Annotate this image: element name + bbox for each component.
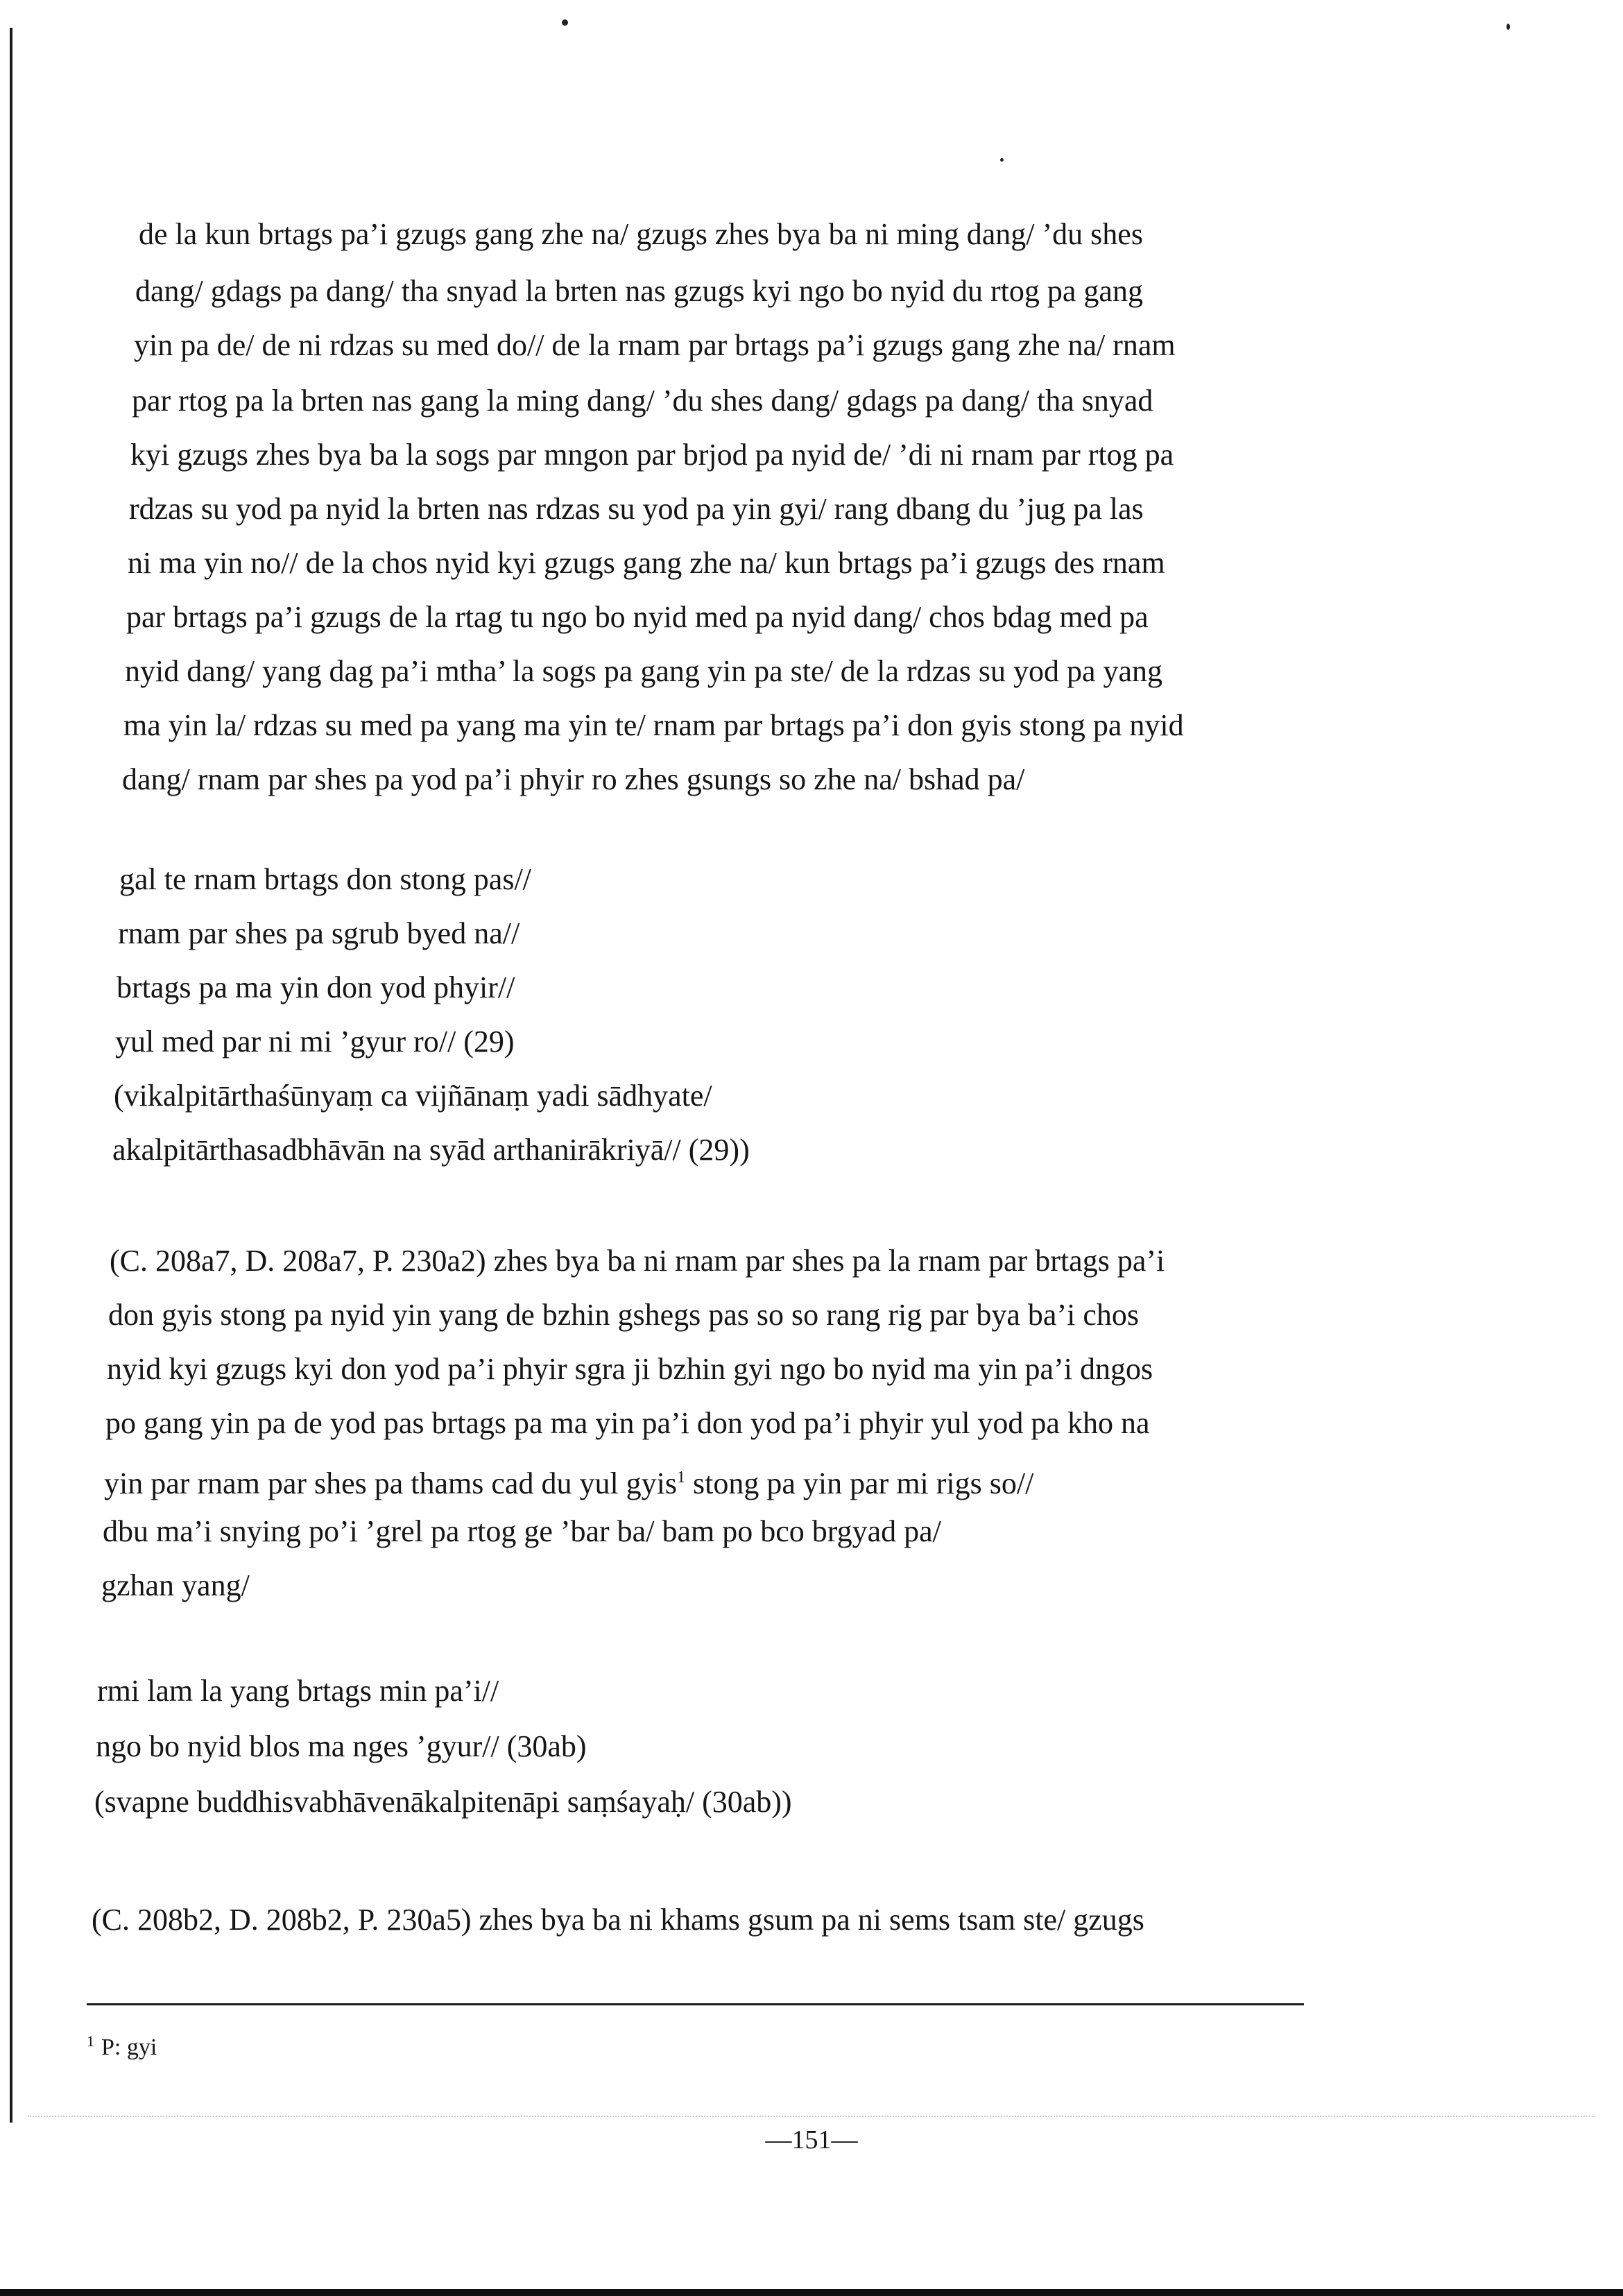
scan-speck (562, 19, 568, 26)
text-line: (C. 208b2, D. 208b2, P. 230a5) zhes bya ba ni khams gsum pa ni sems tsam ste/ gzugs (92, 1903, 1144, 1937)
text-line: yin pa de/ de ni rdzas su med do// de la rnam par brtags pa’i gzugs gang zhe na/ rnam (134, 328, 1176, 362)
text-line: nyid dang/ yang dag pa’i mtha’ la sogs pa gang yin pa ste/ de la rdzas su yod pa yang (125, 654, 1163, 688)
sanskrit-line: (svapne buddhisvabhāvenākalpitenāpi saṃśayaḥ/ (30ab)) (94, 1785, 792, 1819)
text-line: nyid kyi gzugs kyi don yod pa’i phyir sgra ji bzhin gyi ngo bo nyid ma yin pa’i dngos (107, 1352, 1153, 1386)
footnote (87, 2025, 157, 2064)
sanskrit-line: (vikalpitārthaśūnyaṃ ca vijñānaṃ yadi sādhyate/ (114, 1079, 712, 1113)
text-line: dang/ rnam par shes pa yod pa’i phyir ro zhes gsungs so zhe na/ bshad pa/ (122, 762, 1025, 796)
text-line: don gyis stong pa nyid yin yang de bzhin gshegs pas so so rang rig par bya ba’i chos (108, 1298, 1139, 1332)
text-line: (C. 208a7, D. 208a7, P. 230a2) zhes bya ba ni rnam par shes pa la rnam par brtags pa’i (110, 1244, 1165, 1278)
page-number: —151— (765, 2125, 858, 2154)
scan-bottom-edge (0, 2289, 1623, 2296)
text-line (104, 1458, 1033, 1503)
scan-artifact-line (28, 2116, 1595, 2117)
footnote-rule (87, 2003, 1304, 2005)
verse-line: rnam par shes pa sgrub byed na// (118, 916, 520, 950)
scan-speck (1506, 24, 1510, 30)
verse-line: brtags pa ma yin don yod phyir// (117, 970, 515, 1004)
text-line: par brtags pa’i gzugs de la rtag tu ngo bo nyid med pa nyid dang/ chos bdag med pa (126, 600, 1149, 634)
text-line: par rtog pa la brten nas gang la ming dang/ ’du shes dang/ gdags pa dang/ tha snyad (132, 384, 1153, 418)
verse-line: gal te rnam brtags don stong pas// (119, 862, 531, 896)
verse-line: yul med par ni mi ’gyur ro// (29) (115, 1025, 515, 1059)
text-line: rdzas su yod pa nyid la brten nas rdzas su yod pa yin gyi/ rang dbang du ’jug pa las (129, 492, 1144, 526)
text-line: ni ma yin no// de la chos nyid kyi gzugs gang zhe na/ kun brtags pa’i gzugs des rnam (128, 546, 1165, 580)
text-line: kyi gzugs zhes bya ba la sogs par mngon par brjod pa nyid de/ ’di ni rnam par rtog pa (130, 438, 1174, 472)
text-segment: yin par rnam par shes pa thams cad du yul gyis (104, 1466, 678, 1500)
text-line: dang/ gdags pa dang/ tha snyad la brten nas gzugs kyi ngo bo nyid du rtog pa gang (135, 274, 1143, 308)
text-line: ma yin la/ rdzas su med pa yang ma yin te/ rnam par brtags pa’i don gyis stong pa nyid (123, 708, 1184, 742)
verse-line: rmi lam la yang brtags min pa’i// (97, 1674, 499, 1708)
text-line: po gang yin pa de yod pas brtags pa ma yin pa’i don yod pa’i phyir yul yod pa kho na (105, 1406, 1150, 1440)
footnote-reference: 1 (677, 1468, 686, 1487)
text-segment: stong pa yin par mi rigs so// (685, 1466, 1034, 1500)
text-line: de la kun brtags pa’i gzugs gang zhe na/ gzugs zhes bya ba ni ming dang/ ’du shes (139, 217, 1143, 251)
footnote-text: P: gyi (101, 2034, 157, 2060)
scan-speck (1000, 158, 1004, 162)
text-line: gzhan yang/ (101, 1568, 250, 1602)
binding-edge (0, 28, 12, 2123)
verse-line: ngo bo nyid blos ma nges ’gyur// (30ab) (96, 1729, 587, 1763)
sanskrit-line: akalpitārthasadbhāvān na syād arthanirākriyā// (29)) (112, 1133, 750, 1167)
running-title-line: dbu ma’i snying po’i ’grel pa rtog ge ’bar ba/ bam po bco brgyad pa/ (103, 1514, 941, 1548)
footnote-marker: 1 (87, 2032, 94, 2050)
